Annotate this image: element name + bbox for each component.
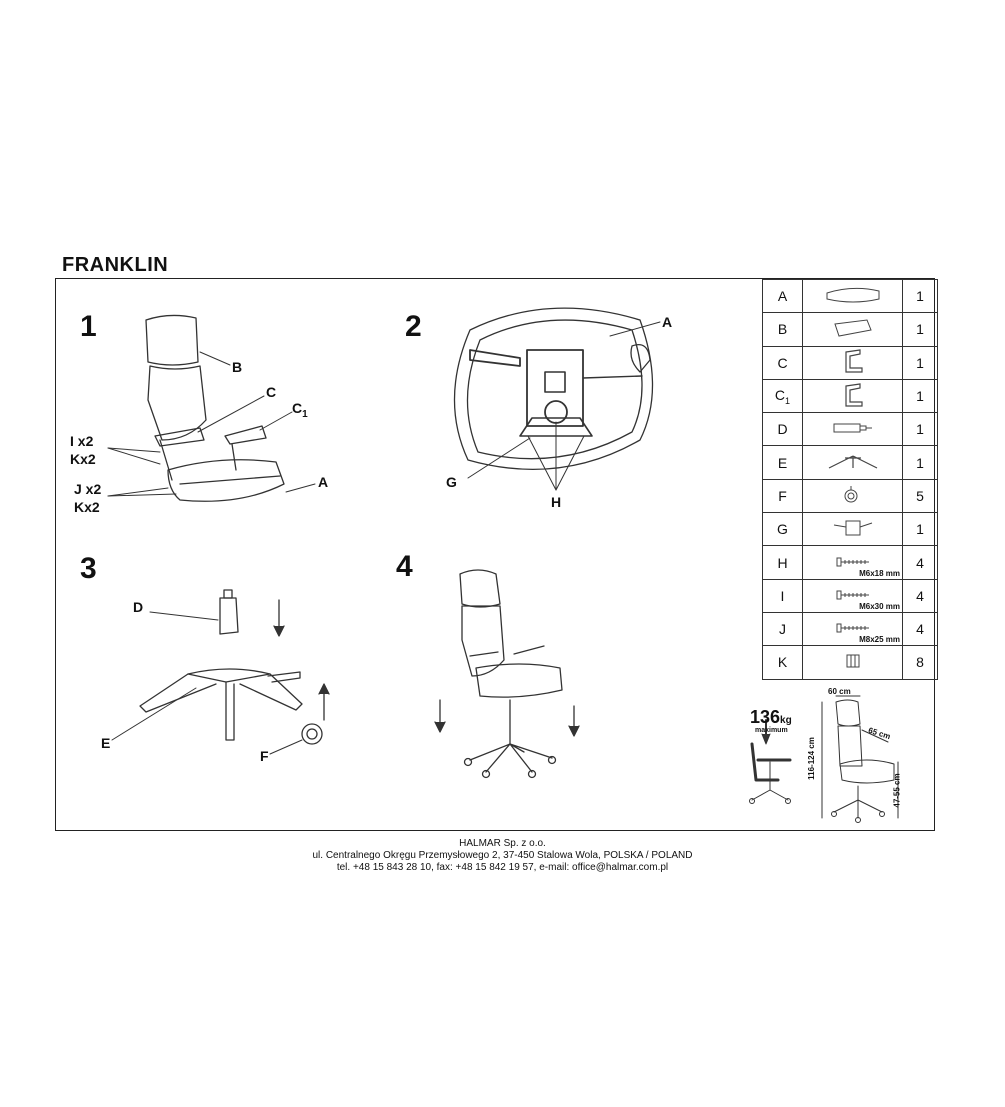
part-picture	[803, 646, 903, 679]
armrest-icon	[840, 361, 866, 377]
footer-address: ul. Centralnego Okręgu Przemysłowego 2, 37-450 Stalowa Wola, POLSKA / POLAND	[312, 850, 693, 861]
label-a-step1: A	[318, 474, 329, 490]
footer-contact: tel. +48 15 843 28 10, fax: +48 15 842 19 57, e-mail: office@halmar.com.pl	[336, 862, 669, 873]
label-d: D	[133, 599, 144, 615]
max-load-value: 136kg	[750, 707, 792, 727]
dimension-width: 60 cm	[828, 687, 851, 696]
part-letter: K	[763, 646, 803, 679]
seat-icon	[823, 292, 883, 308]
part-quantity: 8	[903, 646, 938, 679]
part-row	[763, 479, 938, 512]
label-c: C	[266, 384, 277, 400]
step1-chair-illustration	[108, 315, 315, 501]
part-quantity: 1	[903, 513, 938, 546]
washer-icon	[843, 658, 863, 674]
part-picture	[803, 413, 903, 446]
part-letter: $C_1$	[763, 379, 803, 412]
step-number-2: 2	[405, 310, 422, 343]
part-size-label: M8x25 mm	[859, 635, 900, 645]
part-row	[763, 413, 938, 446]
part-size-label: M6x30 mm	[859, 601, 900, 611]
gas-lift-icon	[830, 423, 876, 439]
part-quantity: 1	[903, 413, 938, 446]
part-letter: A	[763, 280, 803, 313]
part-row	[763, 579, 938, 612]
label-k-x2-first: Kx2	[70, 451, 96, 467]
step3-base-illustration	[112, 590, 329, 754]
label-h: H	[551, 494, 562, 510]
label-j-x2: J x2	[74, 481, 102, 497]
step2-seat-underside-illustration	[454, 308, 660, 490]
part-row	[763, 346, 938, 379]
part-picture	[803, 479, 903, 512]
part-letter: I	[763, 579, 803, 612]
part-picture	[803, 546, 903, 579]
label-b: B	[232, 359, 243, 375]
label-k-x2-second: Kx2	[74, 499, 100, 515]
step-number-1: 1	[80, 310, 97, 343]
step-number-4: 4	[396, 550, 413, 583]
part-quantity: 4	[903, 612, 938, 645]
part-letter: G	[763, 513, 803, 546]
max-load-caption: maximum	[755, 727, 788, 734]
label-g: G	[446, 474, 457, 490]
part-row	[763, 513, 938, 546]
part-row	[763, 313, 938, 346]
part-row	[763, 280, 938, 313]
parts-table	[762, 279, 938, 680]
part-row	[763, 379, 938, 412]
step-number-3: 3	[80, 552, 97, 585]
label-e: E	[101, 735, 111, 751]
armrest-icon	[840, 395, 866, 411]
part-quantity: 5	[903, 479, 938, 512]
part-row	[763, 612, 938, 645]
backrest-icon	[831, 325, 875, 341]
caster-icon	[841, 491, 865, 507]
part-row	[763, 546, 938, 579]
label-i-x2: I x2	[70, 433, 94, 449]
part-row	[763, 446, 938, 479]
part-quantity: 4	[903, 546, 938, 579]
part-letter: H	[763, 546, 803, 579]
mechanism-icon	[830, 526, 876, 542]
part-letter: J	[763, 612, 803, 645]
part-picture	[803, 280, 903, 313]
part-picture	[803, 379, 903, 412]
part-row	[763, 646, 938, 679]
document-title: FRANKLIN	[62, 254, 169, 276]
star-base-icon	[825, 457, 881, 473]
part-quantity: 1	[903, 346, 938, 379]
part-letter: E	[763, 446, 803, 479]
part-quantity: 1	[903, 446, 938, 479]
label-c1: $C_1$	[292, 400, 308, 420]
part-picture	[803, 612, 903, 645]
dimension-height: 116-124 cm	[806, 737, 816, 780]
part-quantity: 1	[903, 379, 938, 412]
part-picture	[803, 446, 903, 479]
part-quantity: 4	[903, 579, 938, 612]
part-picture	[803, 313, 903, 346]
part-letter: F	[763, 479, 803, 512]
dimension-seat-height: 47-55 cm	[892, 773, 902, 808]
step4-chair-illustration	[435, 570, 579, 778]
part-picture	[803, 346, 903, 379]
dimension-depth: 65 cm	[867, 725, 892, 742]
part-size-label: M6x18 mm	[859, 568, 900, 578]
label-f: F	[260, 748, 269, 764]
part-picture	[803, 513, 903, 546]
label-a-step2: A	[662, 314, 673, 330]
footer-company: HALMAR Sp. z o.o.	[459, 838, 546, 849]
part-quantity: 1	[903, 280, 938, 313]
part-letter: B	[763, 313, 803, 346]
part-quantity: 1	[903, 313, 938, 346]
part-letter: D	[763, 413, 803, 446]
part-picture	[803, 579, 903, 612]
part-letter: C	[763, 346, 803, 379]
